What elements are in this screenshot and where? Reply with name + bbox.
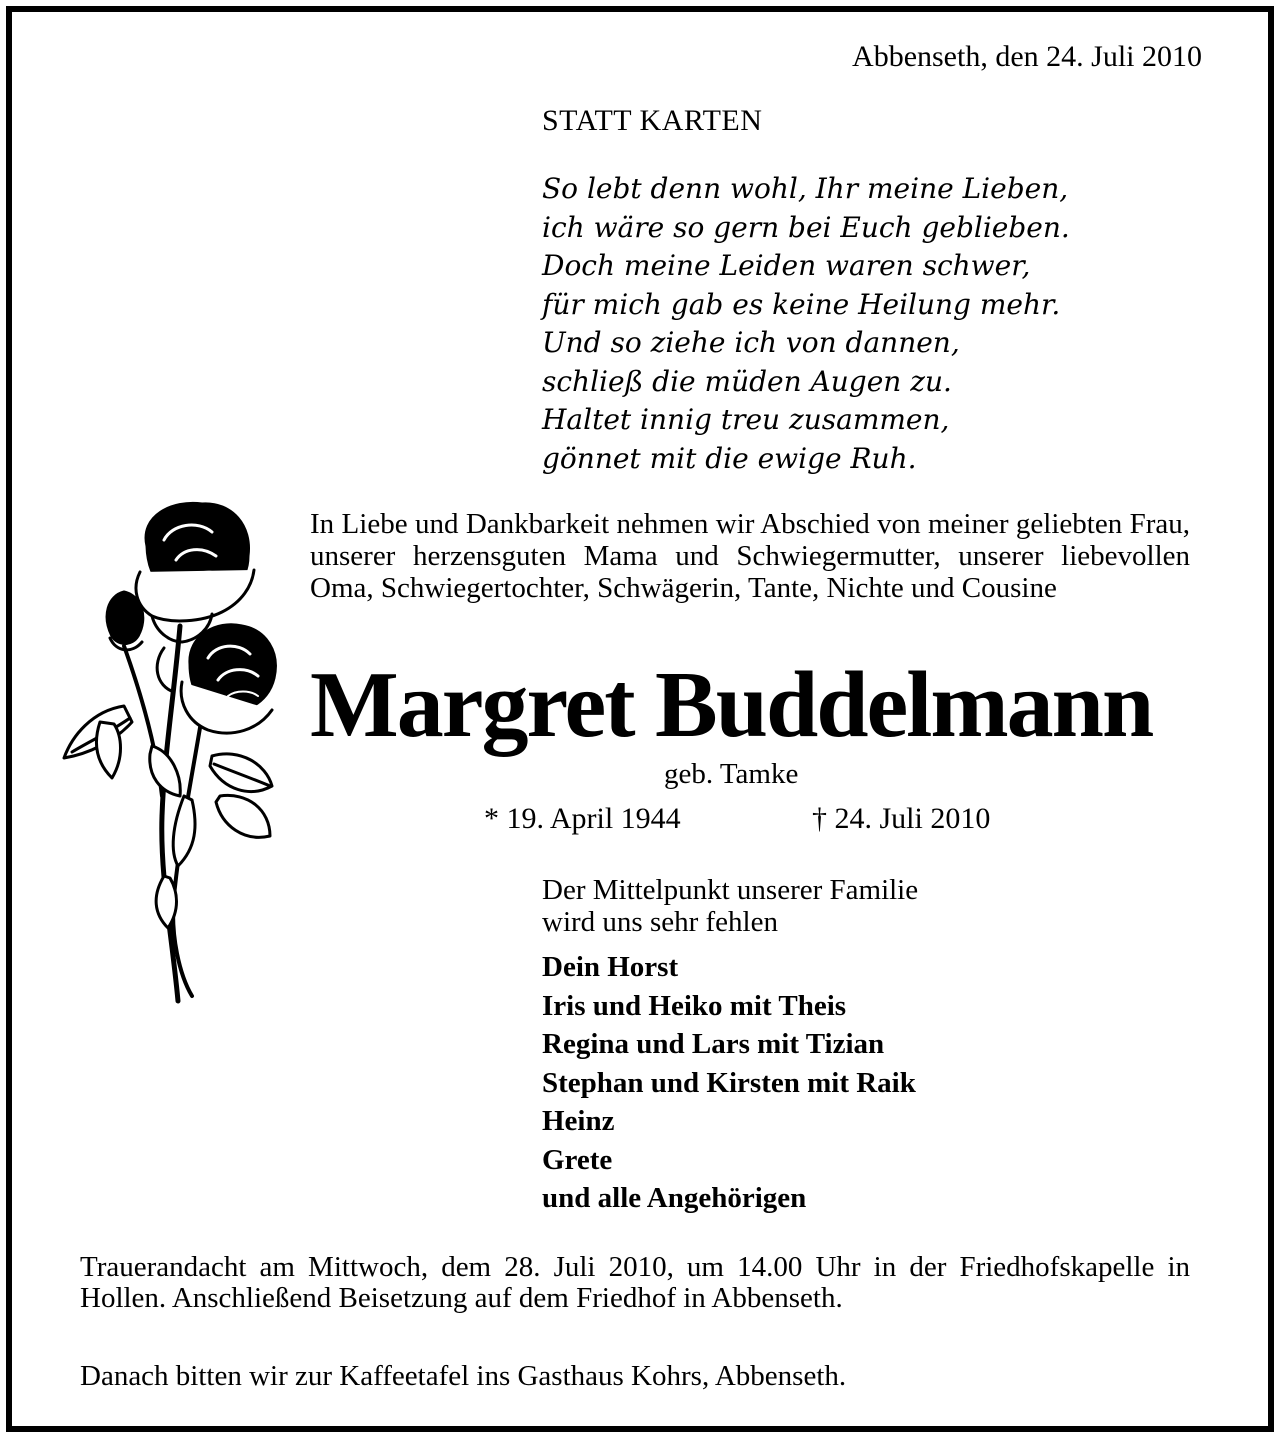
service-info: Trauerandacht am Mittwoch, dem 28. Juli 2010, um 14.00 Uhr in der Friedhofskapelle in Hollen. Anschließend Beisetzung auf dem Friedhof in Abbenseth.: [80, 1251, 1190, 1314]
family-message-line: Der Mittelpunkt unserer Familie: [542, 874, 919, 906]
poem-line: Doch meine Leiden waren schwer,: [542, 249, 1031, 282]
place-date: Abbenseth, den 24. Juli 2010: [852, 40, 1202, 73]
mourner: Iris und Heiko mit Theis: [542, 989, 847, 1022]
mourner: und alle Angehörigen: [542, 1182, 807, 1214]
deceased-name: Margret Buddelmann: [310, 653, 1153, 757]
coffee-info: Danach bitten wir zur Kaffeetafel ins Gasthaus Kohrs, Abbenseth.: [80, 1360, 847, 1392]
mourners-list: [542, 948, 916, 1218]
mourner: Regina und Lars mit Tizian: [542, 1028, 885, 1060]
poem-line: Und so ziehe ich von dannen,: [542, 326, 960, 359]
birth-name: geb. Tamke: [664, 758, 799, 790]
poem-line: gönnet mit die ewige Ruh.: [542, 441, 917, 475]
poem-line: So lebt denn wohl, Ihr meine Lieben,: [542, 172, 1069, 205]
mourner: Dein Horst: [542, 951, 679, 983]
rose-icon: [52, 496, 288, 1016]
mourner: Heinz: [542, 1105, 615, 1137]
family-message-line: wird uns sehr fehlen: [542, 906, 778, 938]
birth-date: * 19. April 1944: [484, 802, 681, 835]
family-message: [542, 874, 918, 938]
poem-line: schließ die müden Augen zu.: [542, 364, 952, 398]
statt-karten-heading: STATT KARTEN: [542, 104, 763, 137]
mourner: Grete: [542, 1143, 613, 1176]
poem-line: für mich gab es keine Heilung mehr.: [542, 287, 1061, 321]
death-date: † 24. Juli 2010: [812, 802, 991, 835]
poem: [542, 170, 1070, 478]
mourner: Stephan und Kirsten mit Raik: [542, 1066, 916, 1099]
intro-text: In Liebe und Dankbarkeit nehmen wir Abschied von meiner geliebten Frau, unserer herzensguten Mama und Schwiegermutter, unserer liebevollen Oma, Schwiegertochter, Schwägerin, Tante, Nichte und Cousine: [310, 508, 1190, 604]
poem-line: ich wäre so gern bei Euch geblieben.: [542, 210, 1070, 244]
poem-line: Haltet innig treu zusammen,: [542, 403, 950, 436]
